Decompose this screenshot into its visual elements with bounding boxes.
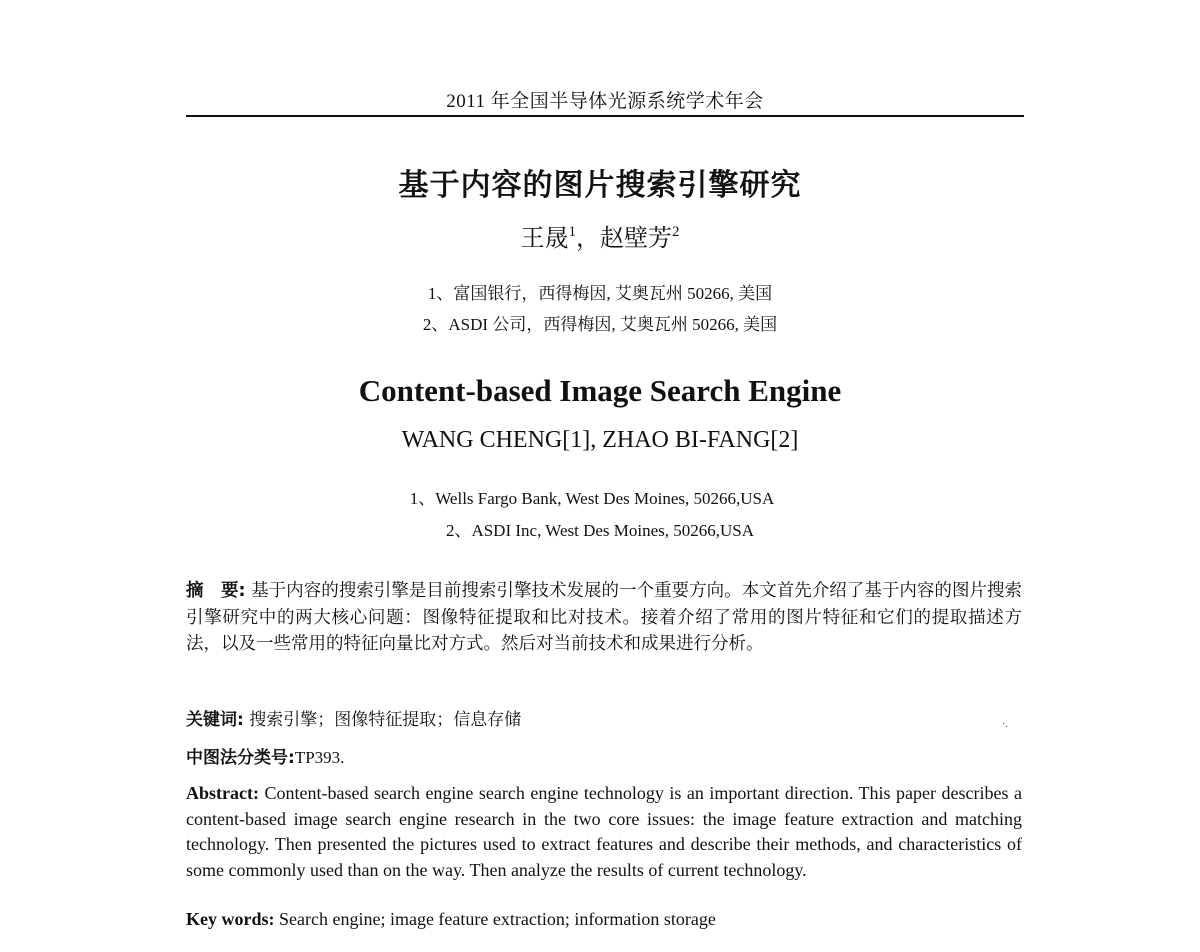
keywords-english xyxy=(186,909,716,930)
authors-english: WANG CHENG[1], ZHAO BI-FANG[2] xyxy=(401,427,799,453)
title-english: Content-based Image Search Engine xyxy=(358,373,842,408)
keywords-en-label: Key words: xyxy=(186,909,275,929)
abstract-en-text: Content-based search engine search engine technology is an important direction. This paper describes a content-based image search engine research in the two core issues: the image feature extraction and matching technology. Then presented the pictures used to extract features and describe their methods, and characteristics of some commonly used than on the way. Then analyze the results of current technology. xyxy=(186,783,1022,880)
keywords-chinese xyxy=(186,705,521,730)
author-2-sup: 2 xyxy=(672,224,680,240)
affiliation-en-2: 2、ASDI Inc, West Des Moines, 50266,USA xyxy=(445,521,755,540)
abstract-en-label: Abstract: xyxy=(186,783,259,803)
abstract-cn-text: 基于内容的搜索引擎是目前搜索引擎技术发展的一个重要方向。本文首先介绍了基于内容的图片搜索引擎研究中的两大核心问题：图像特征提取和比对技术。接着介绍了常用的图片特征和它们的提取描述方法，以及一些常用的特征向量比对方式。然后对当前技术和成果进行分析。 xyxy=(186,581,1022,654)
abstract-cn-label: 摘 要: xyxy=(186,581,246,601)
abstract-english xyxy=(186,781,1022,883)
running-header: 2011 年全国半导体光源系统学术年会 xyxy=(446,91,764,112)
authors-chinese xyxy=(0,218,1200,253)
affiliation-cn-1: 1、富国银行，西得梅因, 艾奥瓦州 50266, 美国 xyxy=(427,284,773,303)
author-separator: ， xyxy=(576,226,600,252)
author-1-sup: 1 xyxy=(568,224,576,240)
classification-number xyxy=(186,743,344,768)
clc-label: 中图法分类号: xyxy=(186,748,295,768)
scan-speck: ·. xyxy=(1002,719,1008,730)
author-1-name: 王晟 xyxy=(520,226,569,252)
keywords-cn-label: 关键词: xyxy=(186,710,244,730)
title-chinese: 基于内容的图片搜索引擎研究 xyxy=(398,168,802,203)
keywords-cn-text: 搜索引擎；图像特征提取；信息存储 xyxy=(243,710,522,730)
author-2-name: 赵壁芳 xyxy=(600,226,672,252)
affiliation-en-1: 1、Wells Fargo Bank, West Des Moines, 50266,USA xyxy=(409,489,775,508)
header-rule xyxy=(186,115,1024,117)
abstract-chinese xyxy=(186,578,1022,658)
clc-value: TP393. xyxy=(294,748,345,767)
affiliation-cn-2: 2、ASDI 公司，西得梅因, 艾奥瓦州 50266, 美国 xyxy=(422,315,778,334)
keywords-en-text: Search engine; image feature extraction; information storage xyxy=(274,909,716,929)
